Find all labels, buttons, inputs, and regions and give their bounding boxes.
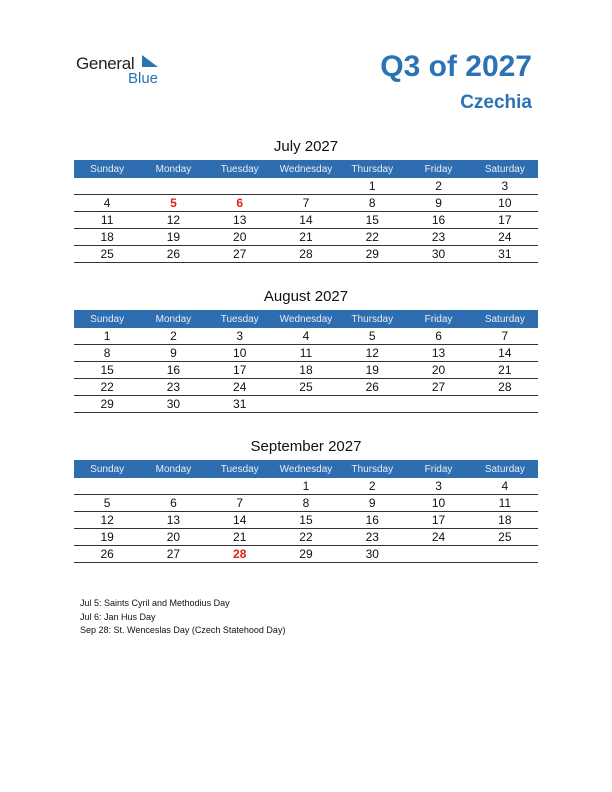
week-row	[74, 212, 538, 229]
day-cell: 10	[207, 345, 273, 362]
day-cell: 15	[74, 362, 140, 379]
calendar-grid	[74, 310, 538, 413]
day-cell: 31	[207, 396, 273, 413]
day-cell: 25	[472, 529, 538, 546]
day-cell: 2	[405, 178, 471, 195]
day-cell: 14	[273, 212, 339, 229]
day-cell	[207, 178, 273, 195]
weekday-header: Friday	[405, 310, 471, 328]
day-cell	[273, 178, 339, 195]
logo-triangle-icon	[142, 55, 158, 67]
week-row	[74, 512, 538, 529]
weekday-header: Saturday	[472, 310, 538, 328]
day-cell: 16	[405, 212, 471, 229]
week-row	[74, 478, 538, 495]
weekday-header: Wednesday	[273, 460, 339, 478]
day-cell: 5	[74, 495, 140, 512]
holiday-note: Sep 28: St. Wenceslas Day (Czech Statehood Day)	[80, 625, 286, 635]
day-cell: 23	[405, 229, 471, 246]
day-cell: 9	[339, 495, 405, 512]
day-cell: 18	[472, 512, 538, 529]
day-cell: 6	[405, 328, 471, 345]
day-cell: 15	[339, 212, 405, 229]
weekday-header: Friday	[405, 160, 471, 178]
day-cell: 24	[472, 229, 538, 246]
calendar-grid	[74, 460, 538, 563]
day-cell: 27	[405, 379, 471, 396]
week-row	[74, 229, 538, 246]
day-cell: 14	[207, 512, 273, 529]
day-cell	[74, 478, 140, 495]
day-cell: 30	[140, 396, 206, 413]
day-cell: 1	[273, 478, 339, 495]
week-row	[74, 529, 538, 546]
holiday-note: Jul 6: Jan Hus Day	[80, 611, 156, 622]
weekday-header: Sunday	[74, 160, 140, 178]
day-cell: 20	[140, 529, 206, 546]
holiday-notes	[80, 597, 285, 638]
week-row	[74, 362, 538, 379]
day-cell: 10	[405, 495, 471, 512]
day-cell: 9	[140, 345, 206, 362]
day-cell: 28	[273, 246, 339, 263]
day-cell: 20	[405, 362, 471, 379]
day-cell: 31	[472, 246, 538, 263]
day-cell	[405, 546, 471, 563]
day-cell: 24	[405, 529, 471, 546]
quarter-title: Q3 of 2027	[380, 50, 532, 83]
week-row	[74, 495, 538, 512]
day-cell	[140, 478, 206, 495]
week-row	[74, 546, 538, 563]
weekday-header-row	[74, 310, 538, 328]
day-cell: 12	[74, 512, 140, 529]
month-block	[74, 138, 538, 263]
weekday-header: Thursday	[339, 310, 405, 328]
day-cell	[405, 396, 471, 413]
day-cell: 20	[207, 229, 273, 246]
day-cell: 8	[273, 495, 339, 512]
day-cell: 17	[405, 512, 471, 529]
day-cell: 11	[74, 212, 140, 229]
day-cell: 28	[207, 546, 273, 563]
day-cell: 7	[207, 495, 273, 512]
week-row	[74, 345, 538, 362]
day-cell	[207, 478, 273, 495]
day-cell: 25	[273, 379, 339, 396]
day-cell: 12	[339, 345, 405, 362]
day-cell: 13	[405, 345, 471, 362]
day-cell: 29	[273, 546, 339, 563]
day-cell: 28	[472, 379, 538, 396]
day-cell: 16	[140, 362, 206, 379]
day-cell: 2	[140, 328, 206, 345]
day-cell: 27	[140, 546, 206, 563]
month-title: August 2027	[263, 288, 349, 305]
day-cell: 21	[472, 362, 538, 379]
week-row	[74, 178, 538, 195]
day-cell: 4	[74, 195, 140, 212]
day-cell: 30	[339, 546, 405, 563]
weekday-header: Sunday	[74, 460, 140, 478]
logo-general-text: General	[76, 54, 135, 73]
day-cell: 23	[339, 529, 405, 546]
month-title: September 2027	[250, 438, 362, 455]
day-cell: 6	[207, 195, 273, 212]
day-cell: 15	[273, 512, 339, 529]
day-cell	[74, 178, 140, 195]
day-cell: 27	[207, 246, 273, 263]
generalblue-logo	[76, 52, 176, 88]
day-cell: 3	[472, 178, 538, 195]
weekday-header: Saturday	[472, 460, 538, 478]
day-cell: 26	[140, 246, 206, 263]
day-cell: 5	[140, 195, 206, 212]
country-name: Czechia	[460, 92, 532, 113]
weekday-header: Wednesday	[273, 160, 339, 178]
day-cell	[273, 396, 339, 413]
day-cell: 13	[207, 212, 273, 229]
day-cell: 29	[339, 246, 405, 263]
day-cell: 10	[472, 195, 538, 212]
day-cell: 19	[140, 229, 206, 246]
day-cell: 16	[339, 512, 405, 529]
day-cell: 21	[273, 229, 339, 246]
day-cell: 3	[405, 478, 471, 495]
day-cell: 1	[339, 178, 405, 195]
day-cell: 17	[472, 212, 538, 229]
weekday-header: Wednesday	[273, 310, 339, 328]
day-cell: 4	[472, 478, 538, 495]
calendar-grid	[74, 160, 538, 263]
logo-blue-text: Blue	[128, 70, 159, 87]
day-cell: 18	[273, 362, 339, 379]
day-cell	[472, 396, 538, 413]
day-cell: 1	[74, 328, 140, 345]
day-cell: 13	[140, 512, 206, 529]
week-row	[74, 195, 538, 212]
day-cell	[140, 178, 206, 195]
day-cell: 26	[74, 546, 140, 563]
day-cell: 19	[74, 529, 140, 546]
weekday-header: Tuesday	[207, 310, 273, 328]
day-cell	[339, 396, 405, 413]
day-cell: 30	[405, 246, 471, 263]
weekday-header: Saturday	[472, 160, 538, 178]
weekday-header: Thursday	[339, 460, 405, 478]
weekday-header: Tuesday	[207, 460, 273, 478]
day-cell: 19	[339, 362, 405, 379]
day-cell: 22	[339, 229, 405, 246]
day-cell: 7	[273, 195, 339, 212]
weekday-header: Monday	[140, 460, 206, 478]
day-cell: 2	[339, 478, 405, 495]
weekday-header: Thursday	[339, 160, 405, 178]
day-cell: 4	[273, 328, 339, 345]
day-cell: 11	[273, 345, 339, 362]
month-block	[74, 288, 538, 413]
holiday-note: Jul 5: Saints Cyril and Methodius Day	[80, 598, 230, 608]
day-cell: 3	[207, 328, 273, 345]
weekday-header: Monday	[140, 160, 206, 178]
month-title: July 2027	[273, 138, 339, 155]
day-cell: 6	[140, 495, 206, 512]
week-row	[74, 379, 538, 396]
day-cell: 24	[207, 379, 273, 396]
day-cell: 8	[74, 345, 140, 362]
day-cell: 26	[339, 379, 405, 396]
weekday-header: Monday	[140, 310, 206, 328]
day-cell	[472, 546, 538, 563]
day-cell: 29	[74, 396, 140, 413]
day-cell: 9	[405, 195, 471, 212]
weekday-header-row	[74, 460, 538, 478]
day-cell: 12	[140, 212, 206, 229]
day-cell: 17	[207, 362, 273, 379]
day-cell: 25	[74, 246, 140, 263]
month-block	[74, 438, 538, 563]
day-cell: 23	[140, 379, 206, 396]
weekday-header-row	[74, 160, 538, 178]
weekday-header: Tuesday	[207, 160, 273, 178]
day-cell: 14	[472, 345, 538, 362]
week-row	[74, 328, 538, 345]
day-cell: 22	[74, 379, 140, 396]
day-cell: 18	[74, 229, 140, 246]
weekday-header: Friday	[405, 460, 471, 478]
day-cell: 22	[273, 529, 339, 546]
day-cell: 7	[472, 328, 538, 345]
week-row	[74, 396, 538, 413]
day-cell: 8	[339, 195, 405, 212]
day-cell: 21	[207, 529, 273, 546]
day-cell: 5	[339, 328, 405, 345]
week-row	[74, 246, 538, 263]
weekday-header: Sunday	[74, 310, 140, 328]
day-cell: 11	[472, 495, 538, 512]
